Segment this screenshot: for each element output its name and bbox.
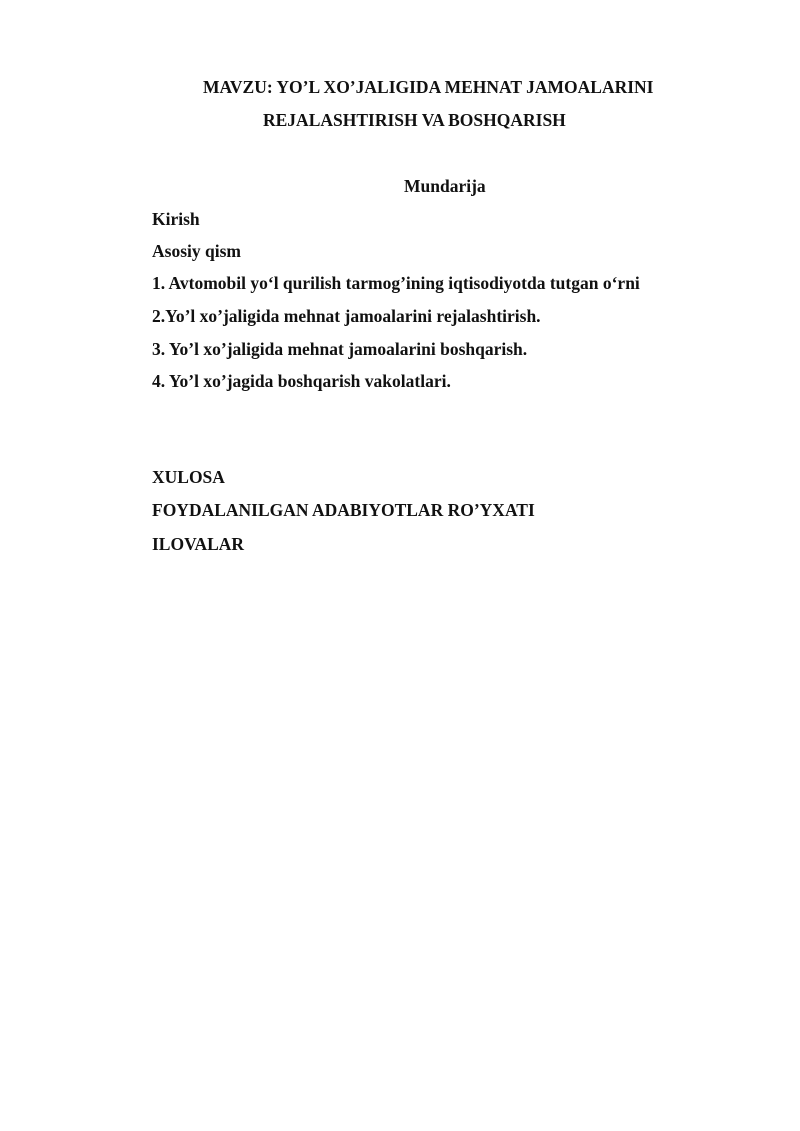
toc-item-references: FOYDALANILGAN ADABIYOTLAR RO’YXATI [152, 500, 535, 520]
toc-item-xulosa: XULOSA [152, 467, 225, 487]
toc-item-4: 4. Yo’l xo’jagida boshqarish vakolatlari. [152, 371, 451, 391]
title-line-1: MAVZU: YO’L XO’JALIGIDA MEHNAT JAMOALARINI [203, 77, 654, 97]
toc-item-asosiy-qism: Asosiy qism [152, 241, 241, 261]
toc-item-1: 1. Avtomobil yo‘l qurilish tarmog’ining iqtisodiyotda tutgan o‘rni [152, 273, 640, 293]
toc-heading: Mundarija [404, 176, 486, 196]
toc-item-ilovalar: ILOVALAR [152, 534, 245, 554]
title-line-2: REJALASHTIRISH VA BOSHQARISH [263, 110, 566, 130]
toc-item-kirish: Kirish [152, 209, 200, 229]
toc-item-3: 3. Yo’l xo’jaligida mehnat jamoalarini boshqarish. [152, 339, 528, 359]
toc-item-2: 2.Yo’l xo’jaligida mehnat jamoalarini rejalashtirish. [152, 306, 541, 326]
